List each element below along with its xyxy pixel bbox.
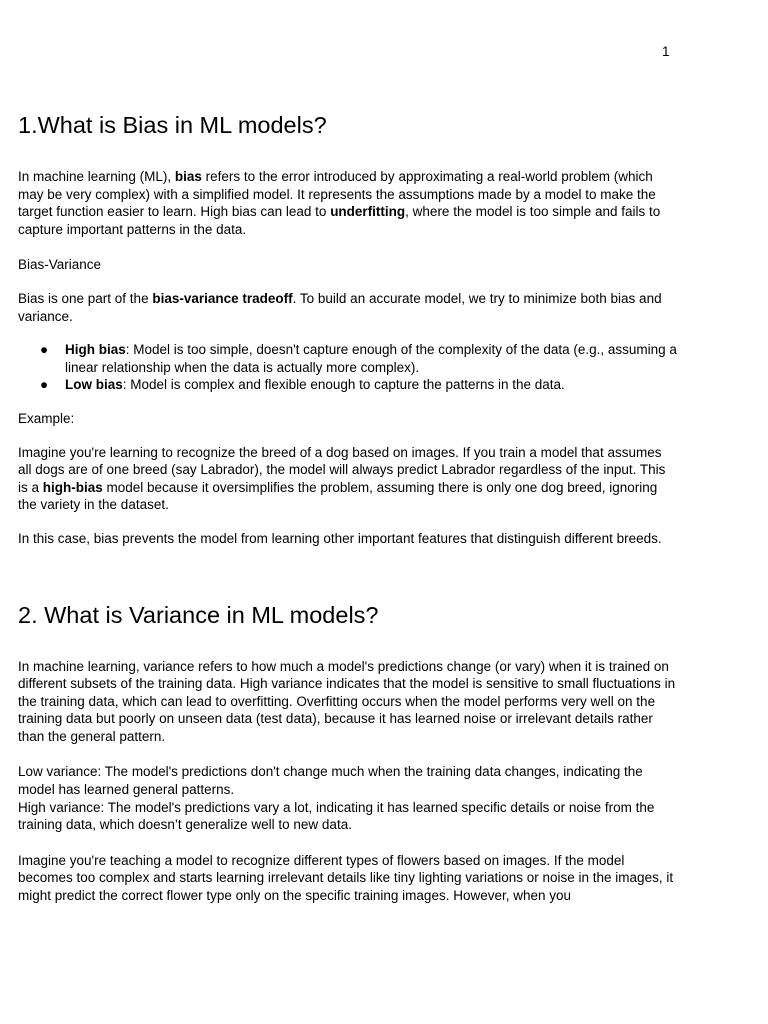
- text-run: Bias is one part of the: [18, 290, 153, 306]
- text-run: In machine learning (ML),: [18, 169, 175, 184]
- dog-example-paragraph: [18, 444, 678, 514]
- bold-term-underfitting: underfitting: [330, 204, 406, 220]
- bullet-text: : Model is too simple, doesn't capture enough of the complexity of the data (e.g., assuming a linear relationship when the data is actually more complex).: [65, 342, 677, 375]
- list-item: [18, 376, 678, 394]
- bullet-icon: ●: [40, 377, 49, 393]
- text-run: model because it oversimplifies the problem, assuming there is only one dog breed, ignoring the variety in the dataset.: [18, 479, 658, 513]
- bias-definition-paragraph: [18, 168, 678, 238]
- section-1-heading: 1.What is Bias in ML models?: [18, 112, 327, 138]
- list-item: [18, 341, 678, 376]
- bias-bullet-list: [18, 341, 678, 394]
- text-run: , where the model is too simple and fails to capture important patterns in the data.: [18, 204, 661, 237]
- bold-term-high-bias: high-bias: [42, 479, 103, 495]
- bullet-term: Low bias: [65, 377, 123, 393]
- bullet-term: High bias: [65, 342, 126, 358]
- bias-conclusion-paragraph: In this case, bias prevents the model from learning other important features that distinguish different breeds.: [18, 530, 662, 546]
- text-run: . To build an accurate model, we try to minimize both bias and variance.: [18, 290, 662, 324]
- document-body: [18, 110, 678, 905]
- bold-term-bias: bias: [174, 169, 202, 184]
- flower-example-paragraph: Imagine you're teaching a model to recognize different types of flowers based on images. If the model becomes too complex and starts learning irrelevant details like tiny lighting variations or noise in the images, it might predict the correct flower type only on the specific training images. However, when you: [18, 852, 674, 904]
- page-number: 1: [662, 44, 670, 59]
- bullet-text: : Model is complex and flexible enough to capture the patterns in the data.: [122, 377, 565, 393]
- high-variance-paragraph: High variance: The model's predictions vary a lot, indicating it has learned specific details or noise from the training data, which doesn’t generalize well to new data.: [18, 799, 655, 833]
- bullet-icon: ●: [40, 342, 49, 358]
- bias-variance-subheading: Bias-Variance: [18, 257, 102, 273]
- bold-term-tradeoff: bias-variance tradeoff: [152, 290, 293, 306]
- text-run: Imagine you're learning to recognize the breed of a dog based on images. If you train a model that assumes all dogs are of one breed (say Labrador), the model will always predict Labrador regardless of the input. This is a: [18, 444, 666, 495]
- variance-definition-paragraph: In machine learning, variance refers to how much a model's predictions change (or vary) when it is trained on different subsets of the training data. High variance indicates that the model is sensitive to small fluctuations in the training data, which can lead to overfitting. Overfitting occurs when the model performs very well on the training data but poorly on unseen data (test data), because it has learned noise or irrelevant details rather than the general pattern.: [18, 658, 676, 744]
- tradeoff-paragraph: [18, 290, 678, 325]
- low-variance-paragraph: Low variance: The model's predictions don't change much when the training data changes, indicating the model has learned general patterns.: [18, 764, 643, 798]
- example-label: Example:: [18, 410, 75, 426]
- text-run: refers to the error introduced by approximating a real-world problem (which may be very complex) with a simplified model. It represents the assumptions made by a model to make the target function easier to learn. High bias can lead to: [18, 169, 656, 220]
- section-2-heading: 2. What is Variance in ML models?: [18, 601, 379, 628]
